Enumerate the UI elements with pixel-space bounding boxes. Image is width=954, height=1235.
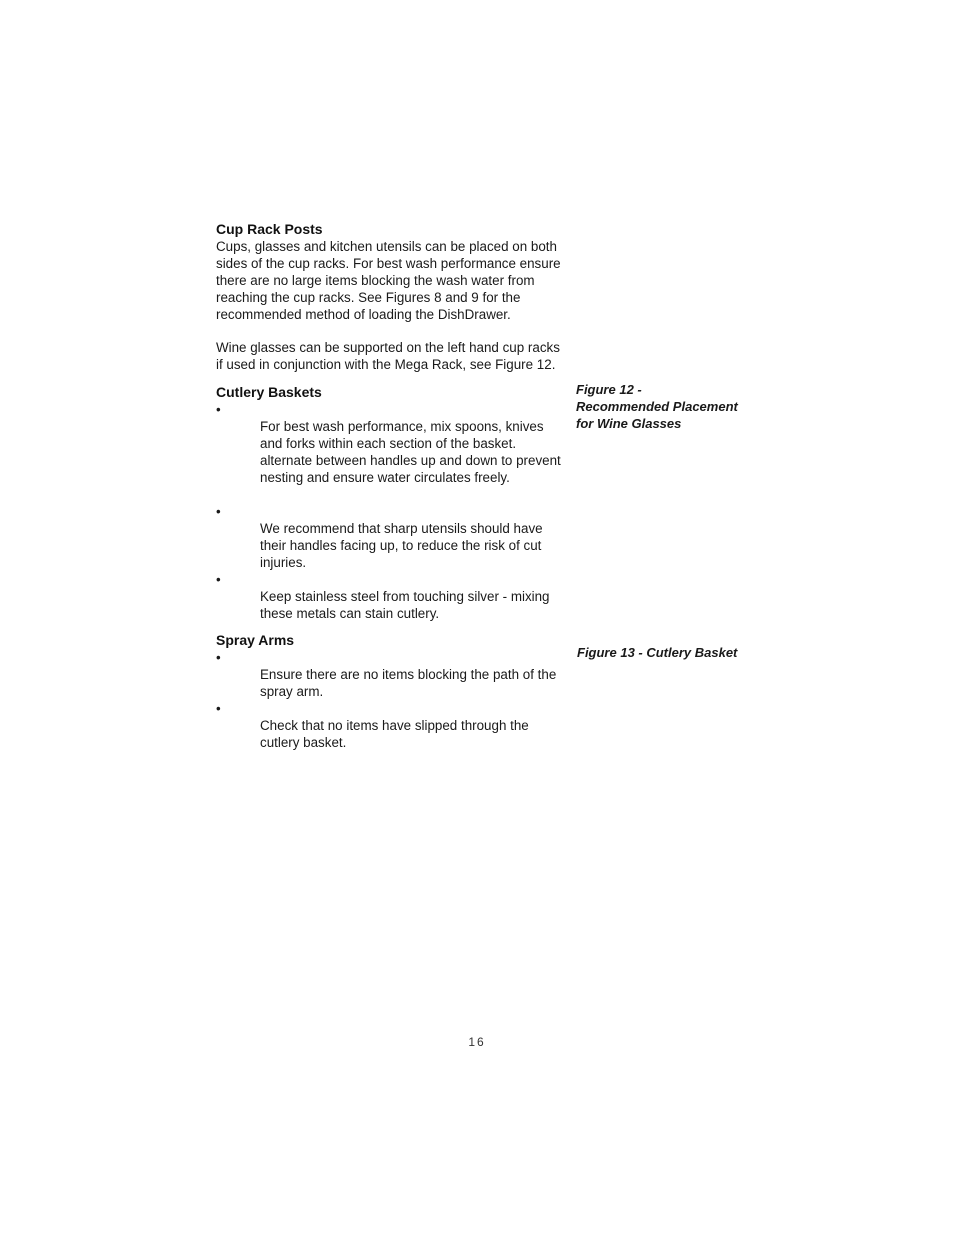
bullet-icon: • (216, 504, 221, 519)
list-item (216, 401, 576, 486)
spray-bullet-list (216, 649, 576, 751)
main-text-column (216, 221, 576, 751)
figure-13-caption: Figure 13 - Cutlery Basket (577, 645, 738, 660)
list-item (216, 571, 576, 622)
cutlery-bullet-list (216, 401, 576, 622)
cup-rack-posts-heading: Cup Rack Posts (216, 221, 323, 237)
cutlery-bullet-text-1: For best wash performance, mix spoons, knives and forks within each section of the basket. alternate between handles up and down to prevent nesting and ensure water circulates freely. (260, 419, 561, 485)
cutlery-bullet-text-3: Keep stainless steel from touching silver - mixing these metals can stain cutlery. (260, 589, 550, 621)
bullet-icon: • (216, 402, 221, 417)
bullet-icon: • (216, 572, 221, 587)
page-number: 16 (468, 1035, 486, 1049)
bullet-icon: • (216, 650, 221, 665)
list-item (216, 649, 576, 700)
cup-rack-paragraph-1: Cups, glasses and kitchen utensils can be placed on both sides of the cup racks. For best wash performance ensure there are no large items blocking the wash water from reaching the cup racks. See Figures 8 and 9 for the recommended method of loading the DishDrawer. (216, 239, 561, 322)
list-item (216, 700, 576, 751)
spray-bullet-text-2: Check that no items have slipped through the cutlery basket. (260, 718, 529, 750)
cutlery-baskets-heading: Cutlery Baskets (216, 384, 322, 400)
spray-bullet-text-1: Ensure there are no items blocking the path of the spray arm. (260, 667, 557, 699)
list-item (216, 503, 576, 571)
cup-rack-paragraph-2: Wine glasses can be supported on the left hand cup racks if used in conjunction with the Mega Rack, see Figure 12. (216, 340, 560, 372)
bullet-icon: • (216, 701, 221, 716)
spray-arms-heading: Spray Arms (216, 632, 295, 648)
cutlery-bullet-text-2: We recommend that sharp utensils should have their handles facing up, to reduce the risk of cut injuries. (260, 521, 543, 570)
figure-12-caption: Figure 12 - Recommended Placement for Wine Glasses (576, 382, 738, 431)
